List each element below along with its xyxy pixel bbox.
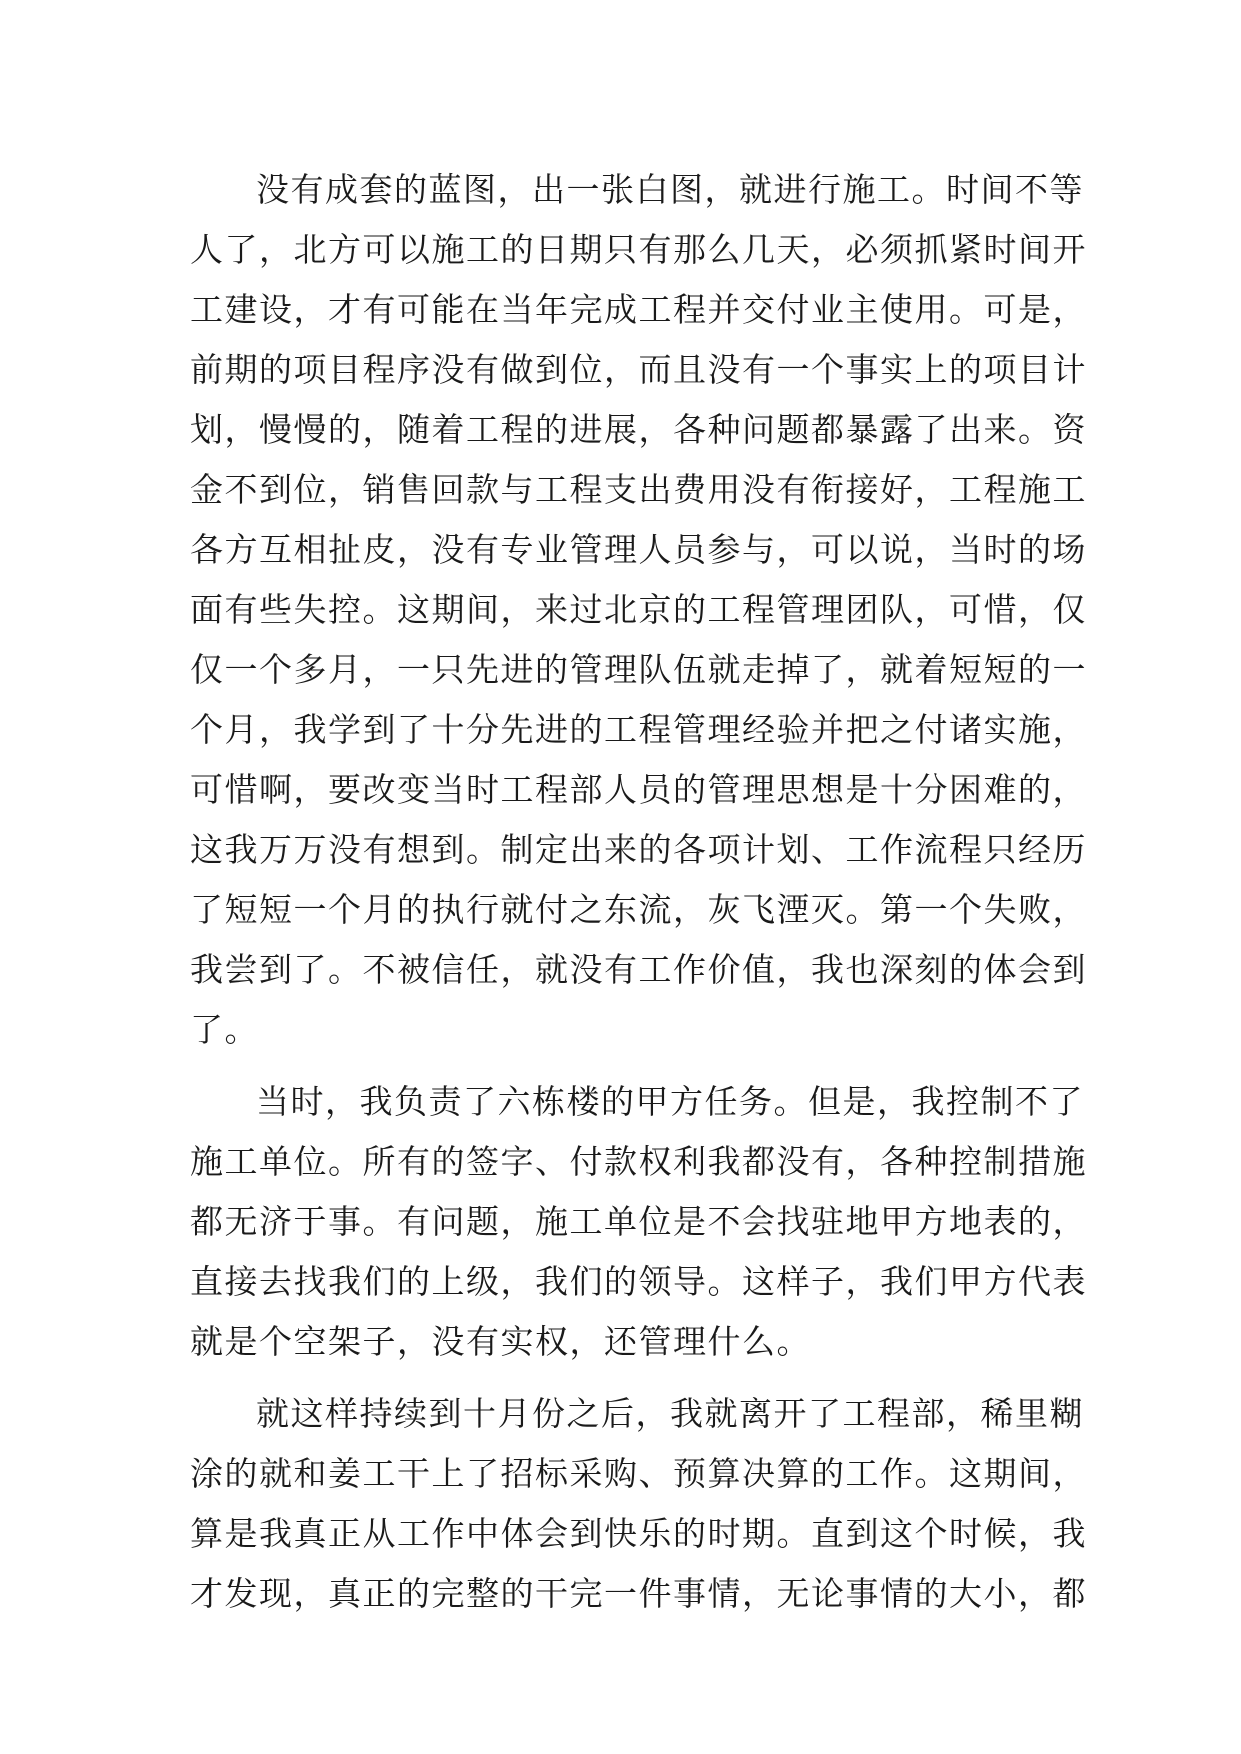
paragraph-spacer xyxy=(190,1060,1050,1072)
text-line: 面有些失控。这期间，来过北京的工程管理团队，可惜，仅 xyxy=(190,590,1087,629)
text-line: 了。 xyxy=(190,1010,259,1049)
text-line: 都无济于事。有问题，施工单位是不会找驻地甲方地表的， xyxy=(190,1202,1087,1241)
paragraph-3 xyxy=(190,1384,1087,1624)
text-line: 涂的就和姜工干上了招标采购、预算决算的工作。这期间， xyxy=(190,1454,1087,1493)
text-line: 我尝到了。不被信任，就没有工作价值，我也深刻的体会到 xyxy=(190,950,1087,989)
text-line: 各方互相扯皮，没有专业管理人员参与，可以说，当时的场 xyxy=(190,530,1087,569)
text-line: 工建设，才有可能在当年完成工程并交付业主使用。可是， xyxy=(190,290,1087,329)
text-line: 才发现，真正的完整的干完一件事情，无论事情的大小，都 xyxy=(190,1574,1087,1613)
body-text xyxy=(190,160,1087,1624)
text-line: 没有成套的蓝图，出一张白图，就进行施工。时间不等 xyxy=(256,170,1084,209)
text-line: 金不到位，销售回款与工程支出费用没有衔接好，工程施工 xyxy=(190,470,1087,509)
text-line: 算是我真正从工作中体会到快乐的时期。直到这个时候，我 xyxy=(190,1514,1087,1553)
text-line: 可惜啊，要改变当时工程部人员的管理思想是十分困难的， xyxy=(190,770,1087,809)
text-line: 就是个空架子，没有实权，还管理什么。 xyxy=(190,1322,811,1361)
text-line: 直接去找我们的上级，我们的领导。这样子，我们甲方代表 xyxy=(190,1262,1087,1301)
text-line: 仅一个多月，一只先进的管理队伍就走掉了，就着短短的一 xyxy=(190,650,1087,689)
text-line: 人了，北方可以施工的日期只有那么几天，必须抓紧时间开 xyxy=(190,230,1087,269)
text-line: 前期的项目程序没有做到位，而且没有一个事实上的项目计 xyxy=(190,350,1087,389)
paragraph-1 xyxy=(190,160,1087,1060)
text-line: 当时，我负责了六栋楼的甲方任务。但是，我控制不了 xyxy=(256,1082,1084,1121)
text-line: 了短短一个月的执行就付之东流，灰飞湮灭。第一个失败， xyxy=(190,890,1087,929)
text-line: 划，慢慢的，随着工程的进展，各种问题都暴露了出来。资 xyxy=(190,410,1087,449)
text-line: 就这样持续到十月份之后，我就离开了工程部，稀里糊 xyxy=(256,1394,1084,1433)
text-line: 这我万万没有想到。制定出来的各项计划、工作流程只经历 xyxy=(190,830,1087,869)
paragraph-spacer xyxy=(190,1372,1050,1384)
text-line: 施工单位。所有的签字、付款权利我都没有，各种控制措施 xyxy=(190,1142,1087,1181)
paragraph-2 xyxy=(190,1072,1087,1372)
text-line: 个月，我学到了十分先进的工程管理经验并把之付诸实施， xyxy=(190,710,1087,749)
